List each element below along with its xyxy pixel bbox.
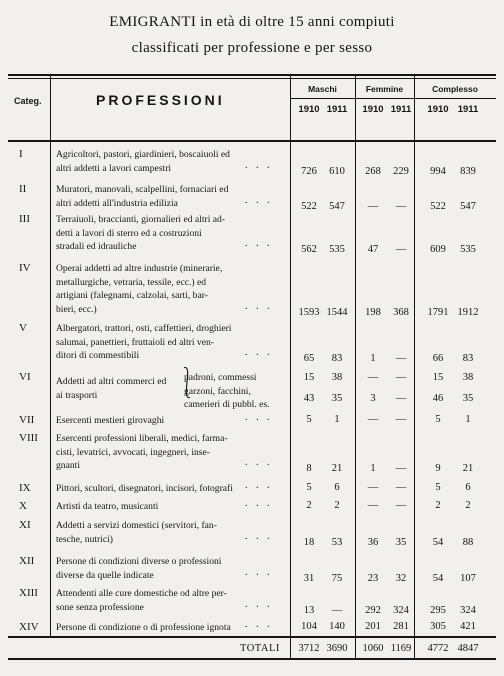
cell-value: 83	[331, 353, 343, 364]
cell-value: 198	[365, 306, 381, 318]
profession-description: salumai, panettieri, fruttaioli ed altri ven-	[56, 336, 214, 348]
cell-value: 839	[460, 165, 476, 177]
header-year: 1910	[298, 104, 320, 115]
cell-value: 35	[462, 392, 474, 404]
cell-value: 268	[365, 165, 381, 177]
cell-value: —	[367, 500, 379, 511]
cell-value: 281	[393, 621, 409, 632]
category-number: X	[19, 500, 27, 512]
cell-value: 562	[301, 244, 317, 255]
cell-value: 88	[462, 536, 474, 548]
category-number: XI	[19, 519, 31, 531]
cell-value: —	[331, 604, 343, 616]
cell-value: 36	[367, 536, 379, 548]
cell-value: 1	[334, 414, 340, 425]
cell-value: 1	[465, 414, 471, 425]
category-number: XIII	[19, 587, 38, 599]
header-year: 1911	[390, 104, 412, 115]
profession-description: Artisti da teatro, musicanti	[56, 501, 159, 512]
dot-leader: . . .	[245, 238, 273, 249]
category-number: VI	[19, 371, 31, 383]
header-year: 1911	[457, 104, 479, 115]
cell-value: 1060	[362, 643, 384, 654]
cell-value: 368	[393, 306, 409, 318]
cell-value: 292	[365, 604, 381, 616]
dot-leader: . . .	[245, 566, 273, 578]
top-rule-thick	[8, 74, 496, 76]
cell-value: —	[395, 463, 407, 474]
cell-value: 324	[393, 604, 409, 616]
cell-value: 3690	[326, 643, 348, 654]
cell-value: 5	[306, 414, 312, 425]
cell-value: 610	[329, 165, 345, 177]
top-rule-thin	[8, 78, 496, 79]
profession-description: Muratori, manovali, scalpellini, fornaciari ed	[56, 184, 229, 195]
cell-value: 1912	[457, 306, 479, 318]
dot-leader: . . .	[245, 347, 273, 358]
cell-value: 47	[367, 244, 379, 255]
cell-value: 54	[432, 572, 444, 584]
cell-value: 3	[370, 392, 376, 404]
category-number: VIII	[19, 432, 38, 444]
profession-description: ditori di commestibili	[56, 350, 140, 361]
cell-value: 1544	[326, 306, 348, 318]
category-number: V	[19, 322, 27, 334]
dot-leader: . . .	[245, 480, 273, 491]
cell-value: 140	[329, 621, 345, 632]
cell-value: 66	[432, 353, 444, 364]
profession-description: Agricoltori, pastori, giardinieri, boscaiuoli ed	[56, 149, 230, 160]
bottom-rule	[8, 658, 496, 660]
header-categ: Categ.	[14, 96, 42, 106]
profession-description: Terraiuoli, braccianti, giornalieri ed altri ad-	[56, 214, 226, 225]
cell-value: —	[395, 353, 407, 364]
cell-value: —	[395, 244, 407, 255]
cell-value: —	[395, 372, 407, 383]
profession-description: detti a lavori di sterro ed a costruzioni	[56, 227, 202, 239]
cell-value: 46	[432, 392, 444, 404]
cell-value: 18	[303, 536, 315, 548]
category-number: II	[19, 183, 27, 195]
profession-description: diverse da quelle indicate	[56, 569, 154, 581]
sub-description: garzoni, facchini, camerieri di pubbl. es.	[184, 385, 270, 410]
cell-value: 31	[303, 572, 315, 584]
category-number: I	[19, 148, 23, 160]
cell-value: 75	[331, 572, 343, 584]
profession-description: gnanti	[56, 460, 80, 471]
cell-value: 6	[465, 482, 471, 493]
cell-value: —	[395, 414, 407, 425]
cell-value: 5	[306, 482, 312, 493]
category-number: IX	[19, 482, 31, 494]
cell-value: 65	[303, 353, 315, 364]
cell-value: 726	[301, 165, 317, 177]
profession-description: Addetti a servizi domestici (servitori, fan-	[56, 520, 217, 531]
cell-value: 35	[395, 536, 407, 548]
header-year: 1910	[362, 104, 384, 115]
cell-value: —	[367, 372, 379, 383]
cell-value: 13	[303, 604, 315, 616]
cell-value: 547	[460, 200, 476, 212]
profession-description: Albergatori, trattori, osti, caffettieri, droghieri	[56, 323, 232, 334]
dot-leader: . . .	[245, 530, 273, 542]
cell-value: 5	[435, 414, 441, 425]
cell-value: 4772	[427, 643, 449, 654]
cell-value: 5	[435, 482, 441, 493]
cell-value: 104	[301, 621, 317, 632]
cell-value: —	[395, 500, 407, 511]
cell-value: 201	[365, 621, 381, 632]
cell-value: 547	[329, 200, 345, 212]
cell-value: 38	[462, 372, 474, 383]
col-divider-femmine	[355, 76, 356, 660]
profession-description: Esercenti professioni liberali, medici, farma-	[56, 433, 228, 444]
col-divider-categ	[50, 76, 51, 636]
cell-value: 23	[367, 572, 379, 584]
dot-leader: . . .	[245, 159, 273, 171]
profession-description: Addetti ad altri commerci ed ai trasporti	[56, 376, 167, 401]
cell-value: 1	[370, 353, 376, 364]
dot-leader: . . .	[245, 412, 273, 423]
cell-value: 21	[331, 463, 343, 474]
cell-value: 32	[395, 572, 407, 584]
cell-value: 229	[393, 165, 409, 177]
col-divider-maschi	[290, 76, 291, 660]
cell-value: 8	[306, 463, 312, 474]
header-maschi: Maschi	[308, 84, 337, 94]
header-femmine: Femmine	[365, 84, 404, 94]
category-number: VII	[19, 414, 35, 426]
cell-value: —	[395, 482, 407, 493]
profession-description: sone senza professione	[56, 601, 144, 613]
header-complesso: Complesso	[432, 84, 478, 94]
profession-description: altri addetti all'industria edilizia	[56, 197, 178, 209]
profession-description: Persone di condizione o di professione ignota	[56, 622, 231, 633]
cell-value: 15	[303, 372, 315, 383]
cell-value: 83	[462, 353, 474, 364]
cell-value: 522	[301, 200, 317, 212]
cell-value: 2	[306, 500, 312, 511]
cell-value: 324	[460, 604, 476, 616]
category-number: IV	[19, 262, 31, 274]
brace-icon: ⎱	[179, 367, 195, 400]
profession-description: tesche, nutrici)	[56, 533, 114, 545]
cell-value: 1593	[298, 306, 320, 318]
header-year-rule	[290, 98, 496, 99]
cell-value: 38	[331, 372, 343, 383]
cell-value: —	[395, 200, 407, 212]
cell-value: —	[367, 414, 379, 425]
cell-value: 2	[334, 500, 340, 511]
totals-rule	[8, 636, 496, 638]
profession-description: Persone di condizioni diverse o professioni	[56, 556, 222, 567]
profession-description: bieri, ecc.)	[56, 303, 97, 315]
col-divider-complesso	[414, 76, 415, 660]
cell-value: 295	[430, 604, 446, 616]
cell-value: 535	[329, 244, 345, 255]
profession-description: cisti, levatrici, avvocati, ingegneri, inse-	[56, 446, 210, 458]
cell-value: 1791	[427, 306, 449, 318]
cell-value: —	[367, 200, 379, 212]
cell-value: 107	[460, 572, 476, 584]
profession-description: Esercenti mestieri girovaghi	[56, 415, 165, 426]
profession-description: Operai addetti ad altre industrie (minerarie,	[56, 263, 223, 274]
profession-description: Attendenti alle cure domestiche od altre per-	[56, 588, 227, 599]
cell-value: 2	[465, 500, 471, 511]
dot-leader: . . .	[245, 457, 273, 468]
profession-description: Pittori, scultori, disegnatori, incisori, fotografi	[56, 483, 233, 494]
cell-value: 2	[435, 500, 441, 511]
sub-description: padroni, commessi	[184, 372, 257, 383]
cell-value: 994	[430, 165, 446, 177]
cell-value: 1	[370, 463, 376, 474]
cell-value: 609	[430, 244, 446, 255]
dot-leader: . . .	[245, 300, 273, 312]
dot-leader: . . .	[245, 598, 273, 610]
cell-value: 3712	[298, 643, 320, 654]
profession-description: altri addetti a lavori campestri	[56, 162, 172, 174]
profession-description: artigiani (falegnami, calzolai, sarti, bar-	[56, 290, 208, 301]
dot-leader: . . .	[245, 498, 273, 509]
cell-value: 421	[460, 621, 476, 632]
category-number: XII	[19, 555, 35, 567]
category-number: III	[19, 213, 30, 225]
profession-description: stradali ed idrauliche	[56, 241, 137, 252]
cell-value: 53	[331, 536, 343, 548]
cell-value: 6	[334, 482, 340, 493]
dot-leader: . . .	[245, 194, 273, 206]
cell-value: —	[395, 392, 407, 404]
cell-value: 535	[460, 244, 476, 255]
header-year: 1911	[326, 104, 348, 115]
cell-value: —	[367, 482, 379, 493]
cell-value: 35	[331, 392, 343, 404]
cell-value: 1169	[390, 643, 412, 654]
category-number: XIV	[19, 621, 39, 633]
cell-value: 54	[432, 536, 444, 548]
totals-label: TOTALI	[240, 643, 280, 654]
cell-value: 305	[430, 621, 446, 632]
table-subtitle: classificati per professione e per sesso	[131, 40, 373, 56]
header-year: 1910	[427, 104, 449, 115]
cell-value: 522	[430, 200, 446, 212]
cell-value: 43	[303, 392, 315, 404]
profession-description: metallurgiche, vetraria, tessile, ecc.) ed	[56, 276, 207, 288]
cell-value: 9	[435, 463, 441, 474]
dot-leader: . . .	[245, 619, 273, 630]
header-rule	[8, 140, 496, 142]
cell-value: 21	[462, 463, 474, 474]
header-professioni: PROFESSIONI	[96, 92, 225, 108]
cell-value: 15	[432, 372, 444, 383]
table-title: EMIGRANTI in età di oltre 15 anni compiuti	[109, 14, 395, 30]
cell-value: 4847	[457, 643, 479, 654]
